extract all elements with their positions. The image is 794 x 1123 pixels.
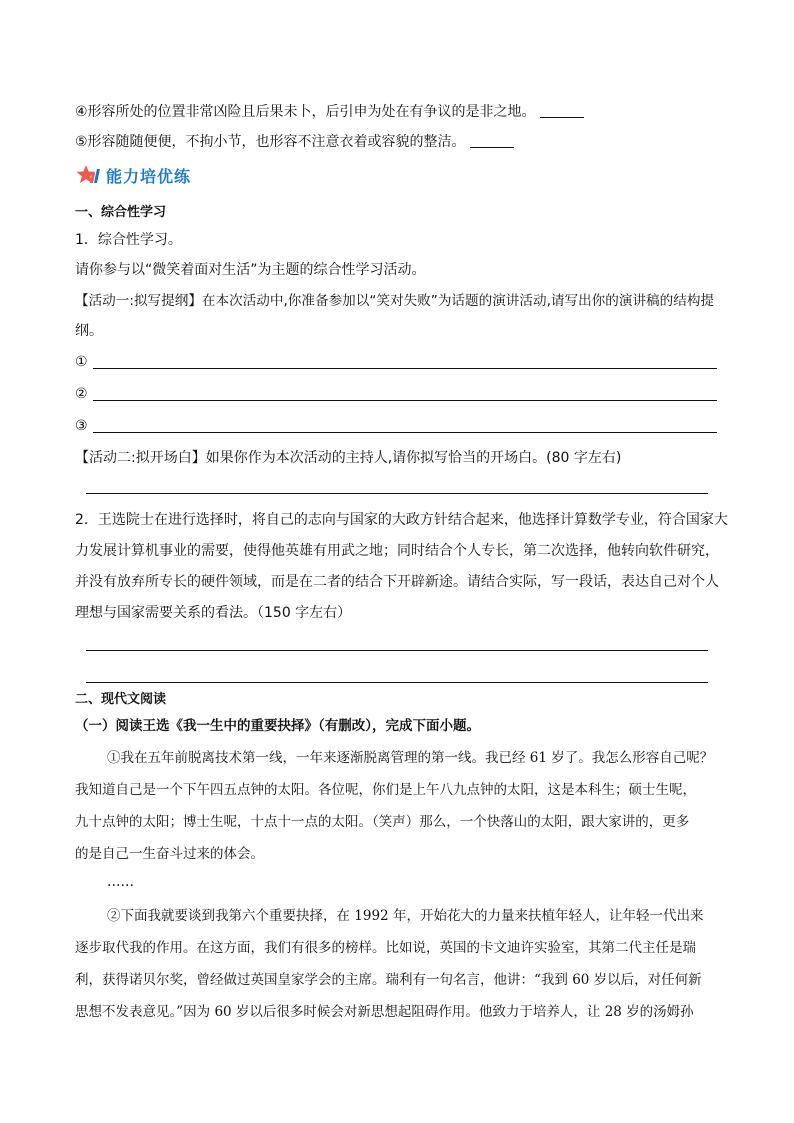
outline-row-3: [75, 416, 717, 436]
q1-label: 1．综合性学习。: [75, 232, 182, 248]
ellipsis: ……: [107, 874, 134, 890]
answer-line[interactable]: [86, 650, 708, 651]
para2-line-3: 利，获得诺贝尔奖，曾经做过英国皇家学会的主席。瑞利有一句名言，他讲：“我到 60 岁以后，对任何新: [75, 972, 702, 988]
star-icon: [76, 164, 102, 186]
para1-line-2: 我知道自己是一个下午四五点钟的太阳。各位呢，你们是上午八九点钟的太阳，这是本科生；硕士生呢，: [75, 782, 696, 798]
part2-subheading: （一）阅读王选《我一生中的重要抉择》（有删改），完成下面小题。: [75, 718, 480, 734]
item-4-text: ④形容所处的位置非常凶险且后果未卜，后引申为处在有争议的是非之地。: [75, 104, 536, 120]
q1-intro: 请你参与以“微笑着面对生活”为主题的综合性学习活动。: [75, 262, 426, 278]
item-5: [75, 132, 514, 152]
answer-blank[interactable]: [540, 103, 584, 118]
activity1-line1: 【活动一:拟写提纲】在本次活动中,你准备参加以“笑对失败”为话题的演讲活动,请写出你的演讲稿的结构提: [75, 293, 715, 309]
answer-line[interactable]: [93, 400, 717, 401]
part2-heading: 二、现代文阅读: [75, 692, 167, 707]
q2-line-2: 力发展计算机事业的需要，使得他英雄有用武之地；同时结合个人专长，第二次选择，他转向软件研究，: [75, 543, 719, 559]
answer-line[interactable]: [93, 368, 717, 369]
answer-line[interactable]: [93, 432, 717, 433]
part1-heading: 一、综合性学习: [75, 205, 167, 220]
para1-line-4: 的是自己一生奋斗过来的体会。: [75, 846, 264, 862]
answer-blank[interactable]: [470, 133, 514, 148]
item-5-text: ⑤形容随随便便，不拘小节，也形容不注意衣着或容貌的整洁。: [75, 134, 466, 150]
outline-number: ②: [75, 386, 88, 402]
section-banner: [76, 163, 191, 187]
item-4: [75, 102, 584, 122]
q2-line-1: 2．王选院士在进行选择时，将自己的志向与国家的大政方针结合起来，他选择计算数学专业，符合国家大: [75, 512, 728, 528]
answer-line[interactable]: [86, 493, 708, 494]
para1-line-1: ①我在五年前脱离技术第一线，一年来逐渐脱离管理的第一线。我已经 61 岁了。我怎么形容自己呢？: [107, 750, 714, 766]
para2-line-4: 思想不发表意见。”因为 60 岁以后很多时候会对新思想起阻碍作用。他致力于培养人，让 28 岁的汤姆孙: [75, 1004, 694, 1020]
answer-line[interactable]: [86, 682, 708, 683]
q2-line-4: 理想与国家需要关系的看法。（150 字左右）: [75, 605, 352, 621]
para2-line-1: ②下面我就要谈到我第六个重要抉择，在 1992 年，开始花大的力量来扶植年轻人，让年轻一代出来: [107, 908, 704, 924]
outline-number: ③: [75, 418, 88, 434]
outline-number: ①: [75, 354, 88, 370]
activity2: 【活动二:拟开场白】如果你作为本次活动的主持人,请你拟写恰当的开场白。(80 字左右): [75, 450, 622, 466]
outline-row-2: [75, 384, 717, 404]
outline-row-1: [75, 352, 717, 372]
para1-line-3: 九十点钟的太阳；博士生呢，十点十一点的太阳。（笑声）那么，一个快落山的太阳，跟大家讲的，更多: [75, 814, 690, 830]
para2-line-2: 逐步取代我的作用。在这方面，我们有很多的榜样。比如说，英国的卡文迪许实验室，其第二代主任是瑞: [75, 940, 696, 956]
section-title: 能力培优练: [106, 166, 192, 186]
q2-line-3: 并没有放弃所专长的硬件领域，而是在二者的结合下开辟新途。请结合实际，写一段话，表达自己对个人: [75, 574, 719, 590]
activity1-line2: 纲。: [75, 323, 103, 339]
